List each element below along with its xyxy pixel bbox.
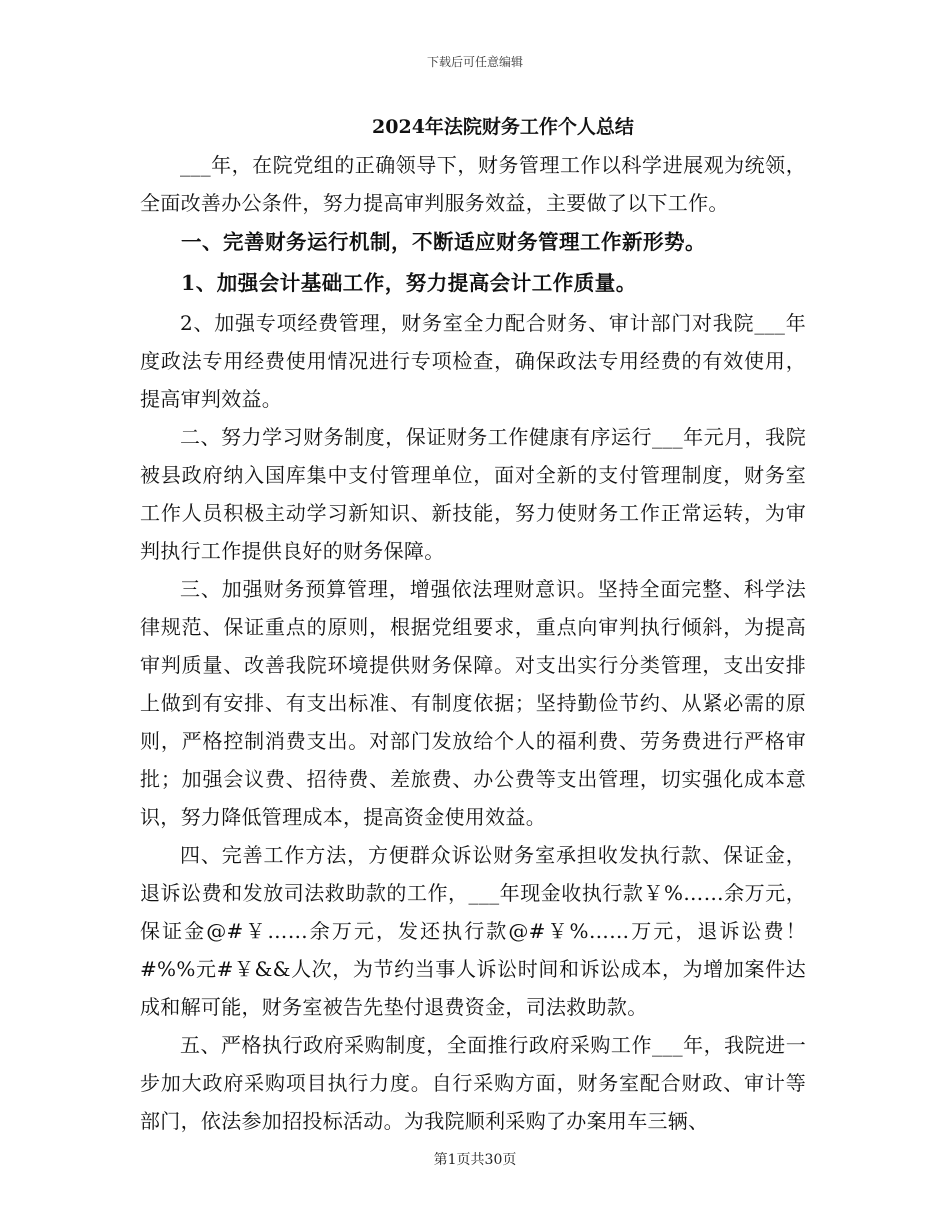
section-heading: 一、完善财务运行机制，不断适应财务管理工作新形势。 [181,230,706,254]
body-paragraph: 五、严格执行政府采购制度，全面推行政府采购工作___年，我院进一步加大政府采购项目执行力度。自行采购方面，财务室配合财政、审计等部门，依法参加招投标活动。为我院顺利采购了办案用车三辆、 [140,1033,806,1133]
paragraph-list [140,146,806,1140]
document-title: 2024年法院财务工作个人总结 [372,116,634,138]
page-number: 第1页共30页 [433,1152,517,1168]
document-body [140,112,806,1140]
page-header: 下载后可任意编辑 [426,55,523,69]
body-paragraph: 2、加强专项经费管理，财务室全力配合财务、审计部门对我院___年度政法专用经费使用情况进行专项检查，确保政法专用经费的有效使用，提高审判效益。 [140,311,806,411]
section-heading: 1、加强会计基础工作，努力提高会计工作质量。 [181,271,637,295]
body-paragraph: 三、加强财务预算管理，增强依法理财意识。坚持全面完整、科学法律规范、保证重点的原则，根据党组要求，重点向审判执行倾斜，为提高审判质量、改善我院环境提供财务保障。对支出实行分类管理，支出安排上做到有安排、有支出标准、有制度依据；坚持勤俭节约、从紧必需的原则，严格控制消费支出。对部门发放给个人的福利费、劳务费进行严格审批；加强会议费、招待费、差旅费、办公费等支出管理，切实强化成本意识，努力降低管理成本，提高资金使用效益。 [140,577,806,829]
body-paragraph: 二、努力学习财务制度，保证财务工作健康有序运行___年元月，我院被县政府纳入国库集中支付管理单位，面对全新的支付管理制度，财务室工作人员积极主动学习新知识、新技能，努力使财务工作正常运转，为审判执行工作提供良好的财务保障。 [140,425,806,563]
body-paragraph: ___年，在院党组的正确领导下，财务管理工作以科学进展观为统领，全面改善办公条件，努力提高审判服务效益，主要做了以下工作。 [140,153,806,215]
body-paragraph: 四、完善工作方法，方便群众诉讼财务室承担收发执行款、保证金，退诉讼费和发放司法救助款的工作，___年现金收执行款￥%……余万元，保证金@#￥……余万元，发还执行款@#￥%……万元，退诉讼费！#%%元#￥&&人次，为节约当事人诉讼时间和诉讼成本，为增加案件达成和解可能，财务室被告先垫付退费资金，司法救助款。 [140,843,806,1019]
